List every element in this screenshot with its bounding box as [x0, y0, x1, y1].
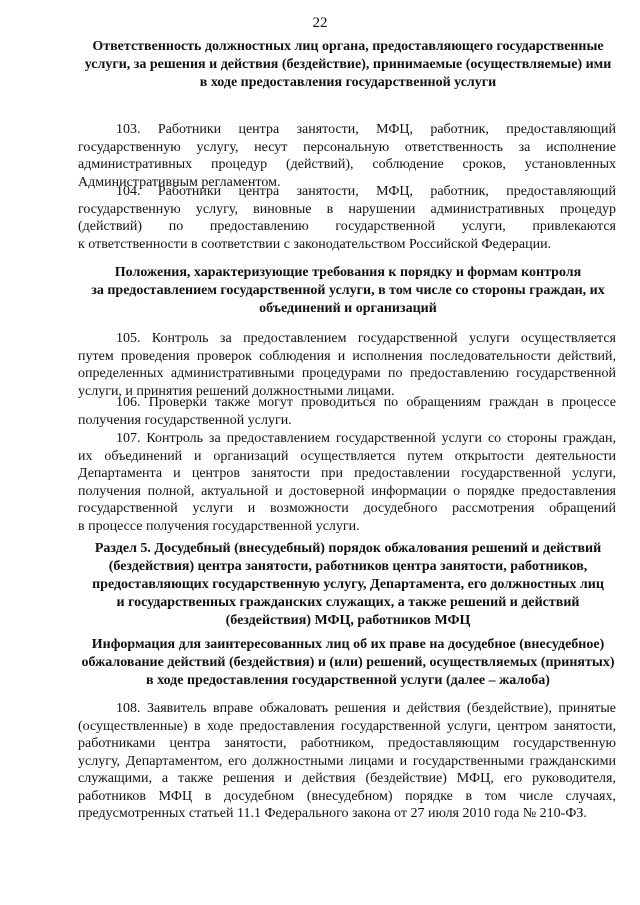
paragraph-line: к ответственности в соответствии с законодательством Российской Федерации.: [78, 236, 552, 252]
paragraph-106: [78, 394, 616, 429]
paragraph-line: 104. Работники центра занятости, МФЦ, работник, предоставляющий: [116, 184, 616, 199]
section-5-heading: [78, 540, 618, 630]
heading-line: Информация для заинтересованных лиц об их праве на досудебное (внесудебное): [91, 637, 605, 652]
paragraph-108: [78, 700, 616, 823]
section-heading-control: [78, 264, 618, 318]
heading-line: Положения, характеризующие требования к порядку и формам контроля: [114, 265, 582, 280]
paragraph-line: определенных административными процедурами по предоставлению государственной: [78, 366, 616, 381]
paragraph-line: государственной услуги и возможности досудебного рассмотрения обращений: [78, 501, 616, 516]
paragraph-line: административных процедур (действий), соблюдение сроков, установленных: [78, 157, 616, 172]
paragraph-line: получения полной, актуальной и достоверной информации о порядке предоставления: [78, 483, 616, 499]
heading-line: (бездействия) центра занятости, работников центра занятости, работников,: [108, 559, 588, 574]
heading-line: объединений и организаций: [259, 301, 437, 316]
paragraph-line: предусмотренных статьей 11.1 Федерального закона от 27 июля 2010 года № 210-ФЗ.: [78, 806, 587, 821]
paragraph-line: государственную услугу, несут персональную ответственность за исполнение: [78, 139, 616, 155]
paragraph-line: государственную услугу, виновные в нарушении административных процедур: [78, 201, 616, 217]
heading-line: в ходе предоставления государственной услуги: [199, 75, 497, 90]
paragraph-line: работников МФЦ в досудебном (внесудебном) порядке в том числе случаях,: [78, 788, 616, 804]
paragraph-line: 103. Работники центра занятости, МФЦ, работник, предоставляющий: [116, 122, 616, 137]
page-number: 22: [312, 15, 328, 31]
section-heading-responsibility: [78, 38, 618, 92]
heading-line: и государственных гражданских служащих, а также решений и действий: [116, 595, 580, 610]
section-heading-complaint-info: [78, 636, 618, 690]
heading-line: Ответственность должностных лиц органа, предоставляющего государственные: [92, 39, 604, 54]
paragraph-line: 106. Проверки также могут проводиться по обращениям граждан в процессе: [116, 395, 616, 410]
paragraph-107: [78, 430, 616, 535]
paragraph-104: [78, 183, 616, 253]
paragraph-line: их объединений и организаций осуществляется путем открытости деятельности: [78, 448, 616, 464]
paragraph-line: 107. Контроль за предоставлением государственной услуги со стороны граждан,: [116, 431, 616, 446]
heading-line: в ходе предоставления государственной услуги (далее – жалоба): [146, 673, 550, 688]
paragraph-line: получения государственной услуги.: [78, 412, 292, 428]
paragraph-line: (действий) по предоставлению государственной услуги, привлекаются: [78, 219, 616, 234]
paragraph-line: работниками центра занятости, работником, предоставляющим государственную: [78, 736, 616, 751]
paragraph-line: 108. Заявитель вправе обжаловать решения и действия (бездействие), принятые: [116, 701, 616, 716]
paragraph-line: служащими, а также решения и действия (бездействие) МФЦ, его руководителя,: [78, 771, 616, 786]
heading-line: услуги, за решения и действия (бездействие), принимаемые (осуществляемые) ими: [84, 57, 612, 72]
heading-line: за предоставлением государственной услуги, в том числе со стороны граждан, их: [91, 283, 605, 298]
paragraph-line: услуги, и принятия решений должностными лицами.: [78, 383, 395, 399]
paragraph-103: [78, 121, 616, 191]
paragraph-line: услугу, Департаментом, его должностными лицами и государственными гражданскими: [78, 753, 616, 769]
paragraph-line: 105. Контроль за предоставлением государственной услуги осуществляется: [116, 331, 616, 346]
heading-line: Раздел 5. Досудебный (внесудебный) порядок обжалования решений и действий: [94, 541, 602, 556]
paragraph-line: путем проведения проверок соблюдения и исполнения последовательности действий,: [78, 348, 616, 364]
paragraph-line: Департамента и центров занятости при предоставлении государственной услуги,: [78, 466, 616, 481]
paragraph-line: Административным регламентом.: [78, 174, 281, 190]
paragraph-line: (осуществленные) в ходе предоставления государственной услуги, центром занятости,: [78, 718, 616, 734]
paragraph-line: в процессе получения государственной услуги.: [78, 518, 360, 534]
paragraph-105: [78, 330, 616, 400]
heading-line: (бездействия) МФЦ, работников МФЦ: [225, 613, 471, 628]
heading-line: обжалование действий (бездействия) и (или) решений, осуществляемых (принятых): [81, 655, 615, 670]
heading-line: предоставляющих государственную услугу, Департамента, его должностных лиц: [92, 577, 604, 592]
